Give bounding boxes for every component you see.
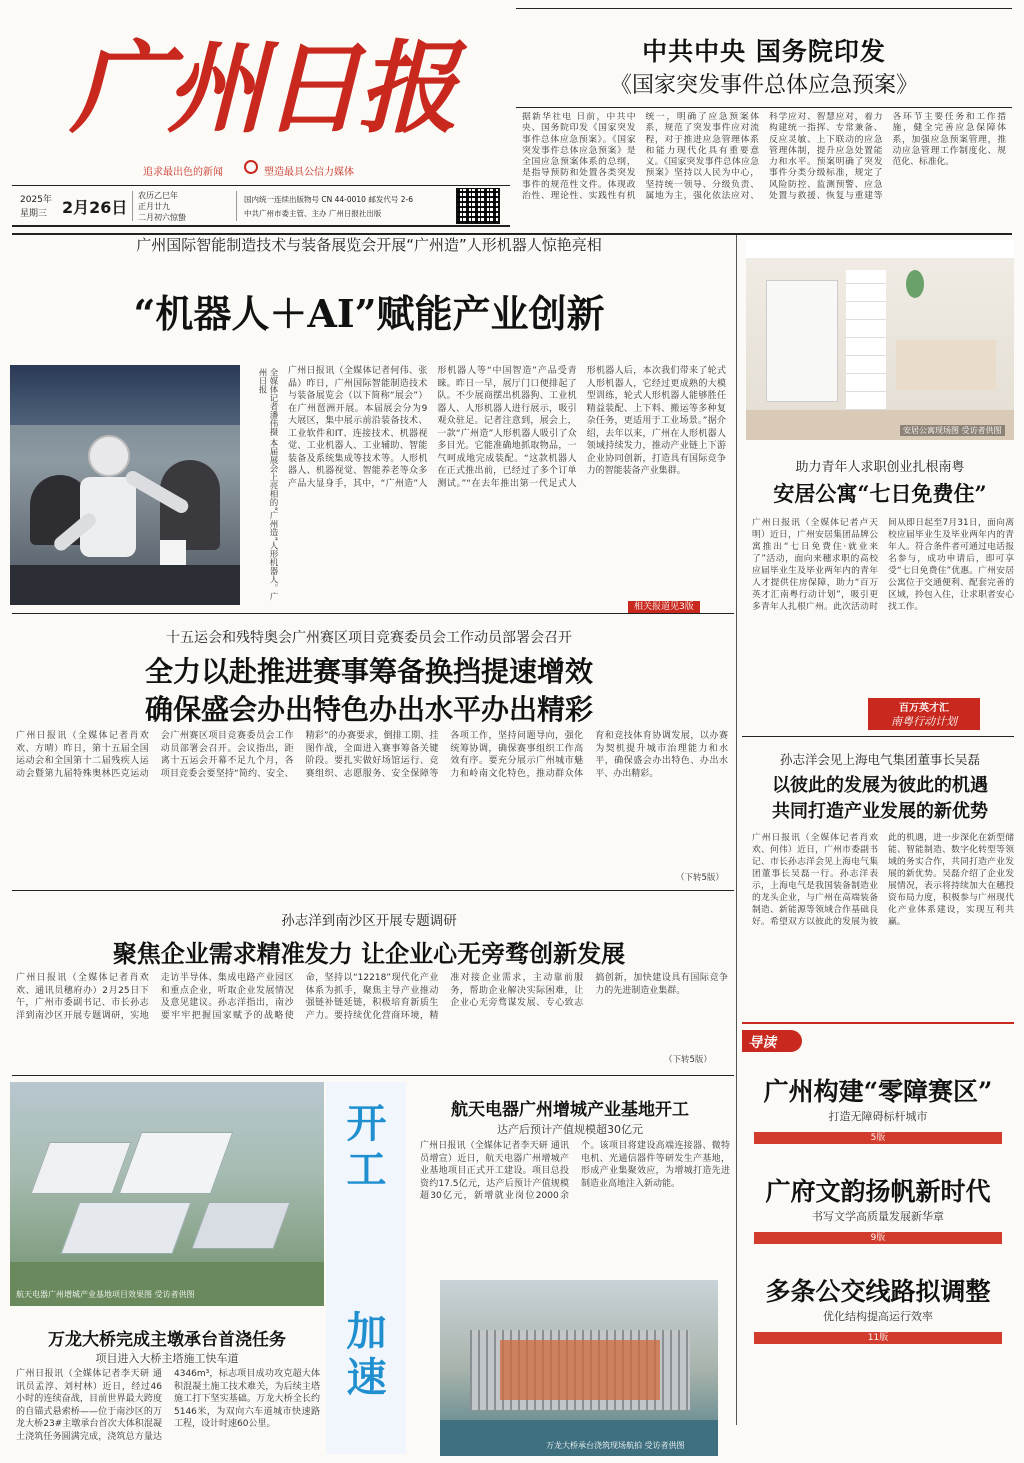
aerospace-subhead: 达产后预计产值规模超30亿元 [497,1123,643,1136]
lunar-year: 农历乙巳年 [138,191,178,200]
guide-item[interactable] [742,1254,1014,1354]
lead-body: 广州日报讯（全媒体记者何伟、张晶）昨日，广州国际智能制造技术与装备展览会（以下简称“展会”）在广州琶洲开展。本届展会分为9大展区，集中展示前沿装备技术、工业软件和IT、连接技术、机器视觉、工业机器人、工业辅助、智能装备及系统集成等技术等。人形机器人、机器视觉、智能养老等众多产品大显身手，其中，“广州造”人形机器人等“中国智造”产品受青睐。昨日一早，展厅门口便排起了队。不少展商摆出机器狗、工业机器人、人形机器人进行展示，吸引观众驻足。记者注意到，展会上，一款“广州造”人形机器人吸引了众多目光。它能准确地抓取物品，一气呵成地完成装配。“这款机器人在正式推出前，已经过了多个订单测试。”“在去年推出第一代足式人形机器人后，本次我们带来了轮式人形机器人，它经过更成熟的大模型训练，轮式人形机器人能够胜任精益装配、上下料、搬运等多种复杂任务，更适用于工业场景。”据介绍，去年以来，广州在人形机器人领域持续发力，推动产业链上下游企业协同创新，打造具有国际竞争力的智能装备产业集群。 [288,366,726,489]
robot-photo-caption: 全媒体记者潘伟摄 本届展会上亮相的“广州造”人形机器人。广州日报 [257,368,278,601]
aerospace-photo-caption: 航天电器广州增城产业基地项目效果图 受访者供图 [16,1290,195,1299]
nansha-continued[interactable]: （下转5版） [664,1055,712,1065]
top-story-headline-2: 《国家突发事件总体应急预案》 [609,73,918,98]
top-story-body: 据新华社电 日前，中共中央、国务院印发《国家突发事件总体应急预案》。《国家突发事件总体应急预案》是全国应急预案体系的总纲，是指导预防和处置各类突发事件的规范性文件。体现政治性、理论性、实践性有机统一，明确了应急预案体系，规范了突发事件应对流程，对于推进应急管理体系和能力现代化具有重要意义。《国家突发事件总体应急预案》坚持以人民为中心，坚持统一领导、分级负责、属地为主，强化依法应对、科学应对、智慧应对，着力构建统一指挥、专常兼备、反应灵敏、上下联动的应急管理体制，提升应急处置能力和水平。预案明确了突发事件分类分级标准，规定了风险防控、监测预警、应急处置与救援、恢复与重建等各环节主要任务和工作措施，健全完善应急保障体系，加强应急预案管理，推动应急管理工作制度化、规范化、标准化。 [522,112,1006,202]
guide-tag-label: 导读 [748,1035,776,1051]
shanghai-headline-2: 共同打造产业发展的新优势 [772,801,988,822]
talent-badge-bottom: 南粤行动计划 [891,715,957,728]
games-body: 广州日报讯（全媒体记者肖欢欢、方晴）昨日，第十五届全国运动会和全国第十二届残疾人运动会暨第九届特殊奥林匹克运动会广州赛区项目竞赛委员会工作动员部署会召开。会议指出，距离十五运会开幕不足九个月，各项目竞委会要坚持“简约、安全、精彩”的办赛要求，倒排工期、挂图作战，全面进入赛事筹备关键阶段。要扎实做好场馆运行、竞赛组织、志愿服务、安全保障等各项工作，坚持问题导向，强化统筹协调，确保赛事组织工作高效有序。要充分展示广州城市魅力和岭南文化特色，推动群众体育和竞技体育协调发展，以办赛为契机提升城市治理能力和水平，确保盛会办出特色、办出水平、办出精彩。 [16,731,728,779]
guide-item-sub: 优化结构提高运行效率 [823,1310,933,1323]
guide-item-page: 11版 [754,1332,1002,1344]
top-story-headline-1: 中共中央 国务院印发 [642,37,886,66]
solar-term: 二月初六惊蛰 [138,213,186,222]
top-story [516,8,1012,232]
guide-box [742,1022,1014,1458]
lead-kicker: 广州国际智能制造技术与装备展览会开展“广州造”人形机器人惊艳亮相 [136,236,602,254]
games-headline-2: 确保盛会办出特色办出水平办出精彩 [144,693,593,726]
apartment-photo-caption: 安居公寓现场图 受访者供图 [900,425,1005,436]
issue-weekday: 星期三 [20,209,48,219]
shanghai-kicker: 孙志洋会见上海电气集团董事长吴磊 [779,752,980,767]
guide-item-sub: 书写文学高质量发展新华章 [812,1210,944,1223]
slogan-jiasu: 加速 [340,1310,387,1402]
guide-item[interactable] [742,1154,1014,1254]
slogan-bar [326,1082,406,1454]
slogan-kaigong: 开工 [340,1102,387,1194]
shanghai-headline-1: 以彼此的发展为彼此的机遇 [772,775,988,796]
publisher-line: 中共广州市委主管、主办 广州日报社出版 [244,209,382,218]
qr-code[interactable] [456,188,500,224]
issue-date-block [14,191,514,223]
aerospace-body: 广州日报讯（全媒体记者李天研 通讯员增宣）近日，航天电器广州增城产业基地项目正式开工建设。项目总投资约17.5亿元，达产后预计产值规模超30亿元，新增就业岗位2000余个。该项目将建设高端连接器、微特电机、光通信器件等研发生产基地，形成产业集聚效应，为增城打造先进制造业高地注入新动能。 [420,1141,730,1201]
aerospace-photo [10,1082,324,1306]
talent-badge-top: 百万英才汇 [899,703,949,714]
masthead-title: 广州日报 [70,29,454,147]
bridge-body: 广州日报讯（全媒体记者李天研 通讯员孟淳、刘村林）近日，经过46小时的连续奋战，目前世界最大跨度的自锚式悬索桥——位于南沙区的万龙大桥23#主墩承台首次大体积混凝土浇筑任务圆满完成，浇筑总方量达4346m³，标志项目成功攻克超大体积混凝土施工技术难关，为后续主塔施工打下坚实基础。万龙大桥全长约5146米，为双向六车道城市快速路工程，设计时速60公里。 [16,1369,320,1442]
guide-item-title: 广府文韵扬帆新时代 [765,1177,991,1206]
issue-year: 2025年 [20,195,52,205]
nansha-body: 广州日报讯（全媒体记者肖欢欢、通讯员穗府办）2月25日下午，广州市委副书记、市长孙志洋到南沙区开展专题调研，实地走访半导体、集成电路产业园区和重点企业，听取企业发展情况及意见建议。孙志洋指出，南沙要牢牢把握国家赋予的战略使命，坚持以“12218”现代化产业体系为抓手，聚焦主导产业推动强链补链延链，积极培育新质生产力。要持续优化营商环境，精准对接企业需求，主动靠前服务，帮助企业解决实际困难，让企业心无旁骛谋发展、专心致志搞创新，加快建设具有国际竞争力的先进制造业集群。 [16,973,728,1021]
nansha-headline: 聚焦企业需求精准发力 让企业心无旁骛创新发展 [112,939,626,968]
bridge-photo [440,1280,718,1456]
masthead-logo-mark [244,160,258,174]
aerospace-headline: 航天电器广州增城产业基地开工 [451,1100,689,1120]
guide-item-page: 9版 [754,1232,1002,1244]
bridge-subhead: 项目进入大桥主塔施工快车道 [95,1352,239,1365]
guide-item-title: 广州构建“零障赛区” [763,1077,993,1106]
games-headline-1: 全力以赴推进赛事筹备换挡提速增效 [144,655,593,688]
issue-date: 2月26日 [62,198,128,217]
lunar-day: 正月廿九 [138,202,170,211]
bridge-photo-caption: 万龙大桥承台浇筑现场航拍 受访者供图 [546,1441,685,1450]
robot-photo [10,365,240,605]
guide-item-sub: 打造无障碍标杆城市 [828,1110,928,1123]
guide-item-page: 5版 [754,1132,1002,1144]
masthead-slogan-left: 追求最出色的新闻 [143,167,223,178]
guide-item[interactable] [742,1054,1014,1154]
bridge-headline: 万龙大桥完成主墩承台首浇任务 [48,1330,286,1350]
games-kicker: 十五运会和残特奥会广州赛区项目竞赛委员会工作动员部署会召开 [166,630,572,646]
license-number: 国内统一连续出版物号 CN 44-0010 邮发代号 2-6 [244,195,413,204]
talent-badge [868,698,980,730]
nansha-kicker: 孙志洋到南沙区开展专题调研 [281,913,457,929]
masthead-slogan-right: 塑造最具公信力媒体 [264,167,354,178]
guide-item-title: 多条公交线路拟调整 [765,1277,991,1306]
apartment-headline: 安居公寓“七日免费住” [773,481,987,506]
games-continued[interactable]: （下转5版） [676,873,724,883]
apartment-kicker: 助力青年人求职创业扎根南粤 [795,460,965,475]
lead-headline: “机器人＋AI”赋能产业创新 [133,291,605,336]
guide-tag [742,1030,802,1052]
shanghai-body: 广州日报讯（全媒体记者肖欢欢、何伟）近日，广州市委副书记、市长孙志洋会见上海电气集团董事长吴磊一行。孙志洋表示，上海电气是我国装备制造业的龙头企业，与广州在高端装备制造、新能源等领域合作基础良好。希望双方以彼此的发展为彼此的机遇，进一步深化在新型储能、智能制造、数字化转型等领域的务实合作，共同打造产业发展的新优势。吴磊介绍了企业发展情况，表示将持续加大在穗投资布局力度，积极参与广州现代化产业体系建设，实现互利共赢。 [752,833,1014,927]
lead-continued[interactable]: 相关报道见3版 [628,601,700,613]
apartment-body: 广州日报讯（全媒体记者卢天明）近日，广州安居集团品牌公寓推出“七日免费住·就业来了”活动，面向来穗求职的高校应届毕业生及毕业两年内的青年人才提供住房保障，助力“百万英才汇南粤行动计划”，吸引更多青年人扎根广州。此次活动时间从即日起至7月31日，面向离校应届毕业生及毕业两年内的青年人。符合条件者可通过电话报名参与，成功申请后，即可享受“七日免费住”优惠。广州安居公寓位于交通便利、配套完善的区域，拎包入住，让求职者安心找工作。 [752,518,1014,612]
apartment-photo [746,240,1014,440]
